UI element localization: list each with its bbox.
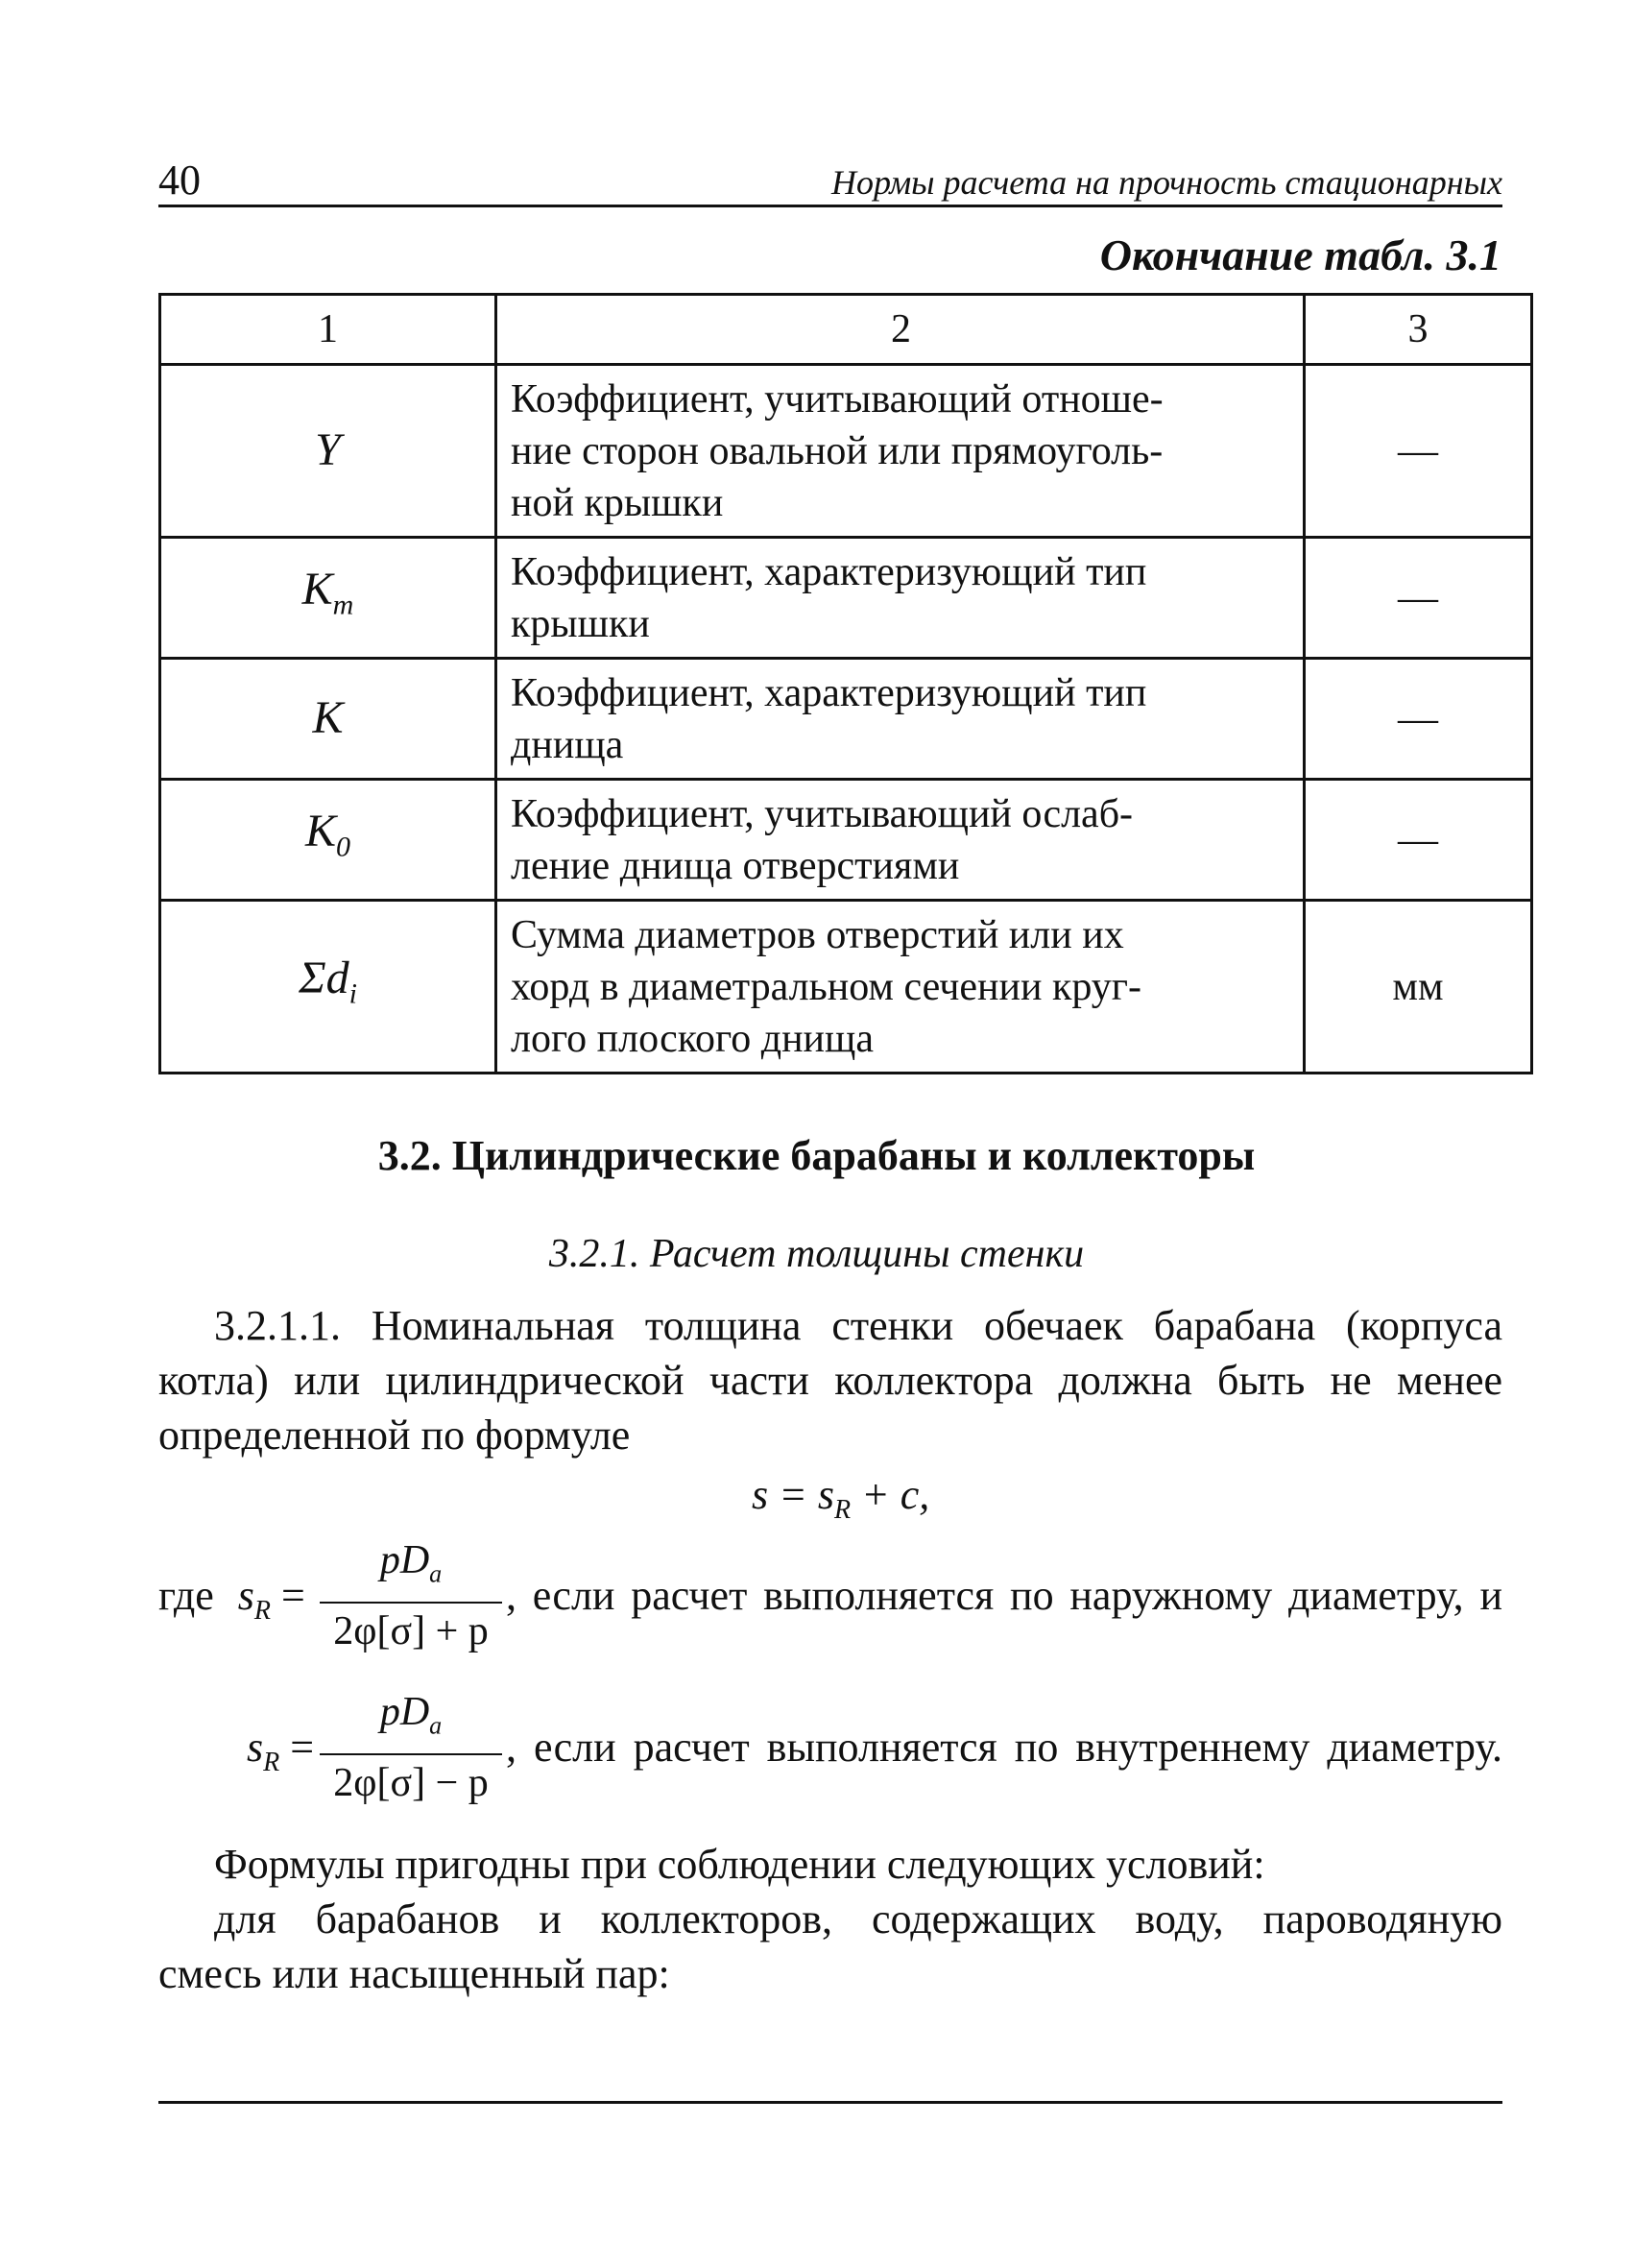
unit-cell: — [1305, 780, 1532, 901]
description-line: днища [511, 722, 624, 767]
paragraph-line: Формулы пригодны при соблюдении следующих условий: [214, 1841, 1265, 1888]
paragraph [158, 1298, 1502, 1462]
formula-tail: , если расчет выполняется по наружному диаметру, и [506, 1572, 1502, 1619]
section-heading: 3.2. Цилиндрические барабаны и коллекторы [377, 1132, 1256, 1179]
symbol-subscript: m [332, 589, 354, 621]
symbol: Y [315, 423, 341, 475]
paragraph-line: смесь или насыщенный пар: [158, 1950, 670, 1997]
symbol-cell [160, 780, 496, 901]
symbol: $K_0$ [304, 806, 350, 863]
symbol-subscript: 0 [336, 831, 350, 863]
unit-cell: — [1305, 538, 1532, 659]
running-title: Нормы расчета на прочность стационарных [831, 163, 1502, 202]
description-line: Коэффициент, учитывающий ослаб- [511, 791, 1134, 836]
column-header-2: 2 [496, 295, 1305, 365]
column-header-1: 1 [160, 295, 496, 365]
table-row [160, 365, 1532, 538]
formula-tail: , если расчет выполняется по внутреннему диаметру. [506, 1724, 1502, 1771]
table-caption: Окончание табл. 3.1 [1099, 230, 1501, 279]
symbol-cell [160, 538, 496, 659]
paragraph-line: котла) или цилиндрической части коллектора должна быть не менее [158, 1357, 1502, 1404]
description-line: лого плоского днища [511, 1016, 875, 1061]
description-line: Коэффициент, характеризующий тип [511, 670, 1147, 715]
table-row [160, 659, 1532, 780]
page-number: 40 [158, 157, 201, 204]
running-header [158, 157, 1502, 205]
inner-diameter-formula [158, 1688, 1502, 1806]
column-header-3: 3 [1305, 295, 1532, 365]
description-cell [496, 538, 1305, 659]
description-line: ление днища отверстиями [511, 843, 960, 888]
symbol: K [312, 691, 344, 743]
description-cell [496, 901, 1305, 1074]
paragraph [158, 1837, 1502, 2001]
outer-diameter-formula [158, 1536, 1502, 1652]
symbol: $K_m$ [301, 564, 354, 621]
description-cell [496, 780, 1305, 901]
paragraph-line: определенной по формуле [158, 1411, 631, 1459]
symbol-subscript: i [348, 977, 357, 1010]
table-row [160, 901, 1532, 1074]
description-line: крышки [511, 601, 650, 646]
unit-cell: — [1305, 365, 1532, 538]
formula-lead: $s_R$ = [247, 1724, 315, 1777]
table-row [160, 538, 1532, 659]
description-line: хорд в диаметральном сечении круг- [511, 964, 1142, 1009]
unit-cell: мм [1305, 901, 1532, 1074]
unit-cell: — [1305, 659, 1532, 780]
description-line: Коэффициент, учитывающий отноше- [511, 376, 1164, 422]
description-line: ной крышки [511, 480, 724, 525]
table-row [160, 780, 1532, 901]
description-line: Сумма диаметров отверстий или их [511, 912, 1124, 957]
description-line: ние сторон овальной или прямоуголь- [511, 428, 1164, 473]
formula-lead: где $s_R$ = [158, 1572, 305, 1626]
symbol: $\Sigma d_i$ [299, 953, 357, 1010]
symbol-cell [160, 365, 496, 538]
fraction: $pD_a$ 2φ[σ] − p [320, 1688, 502, 1807]
wall-thickness-formula: $s = s_R + c$, [752, 1471, 930, 1525]
parameters-table [158, 293, 1533, 1074]
symbol-cell [160, 659, 496, 780]
description-line: Коэффициент, характеризующий тип [511, 549, 1147, 594]
bottom-rule [158, 2101, 1502, 2104]
paragraph-line: для барабанов и коллекторов, содержащих воду, пароводяную [214, 1895, 1502, 1942]
paragraph-line: 3.2.1.1. Номинальная толщина стенки обечаек барабана (корпуса [214, 1302, 1502, 1349]
header-rule [158, 205, 1502, 207]
description-cell [496, 659, 1305, 780]
subsection-heading: 3.2.1. Расчет толщины стенки [548, 1232, 1085, 1276]
symbol-cell [160, 901, 496, 1074]
table-header-row [160, 295, 1532, 365]
fraction: $pD_a$ 2φ[σ] + p [320, 1536, 502, 1655]
description-cell [496, 365, 1305, 538]
